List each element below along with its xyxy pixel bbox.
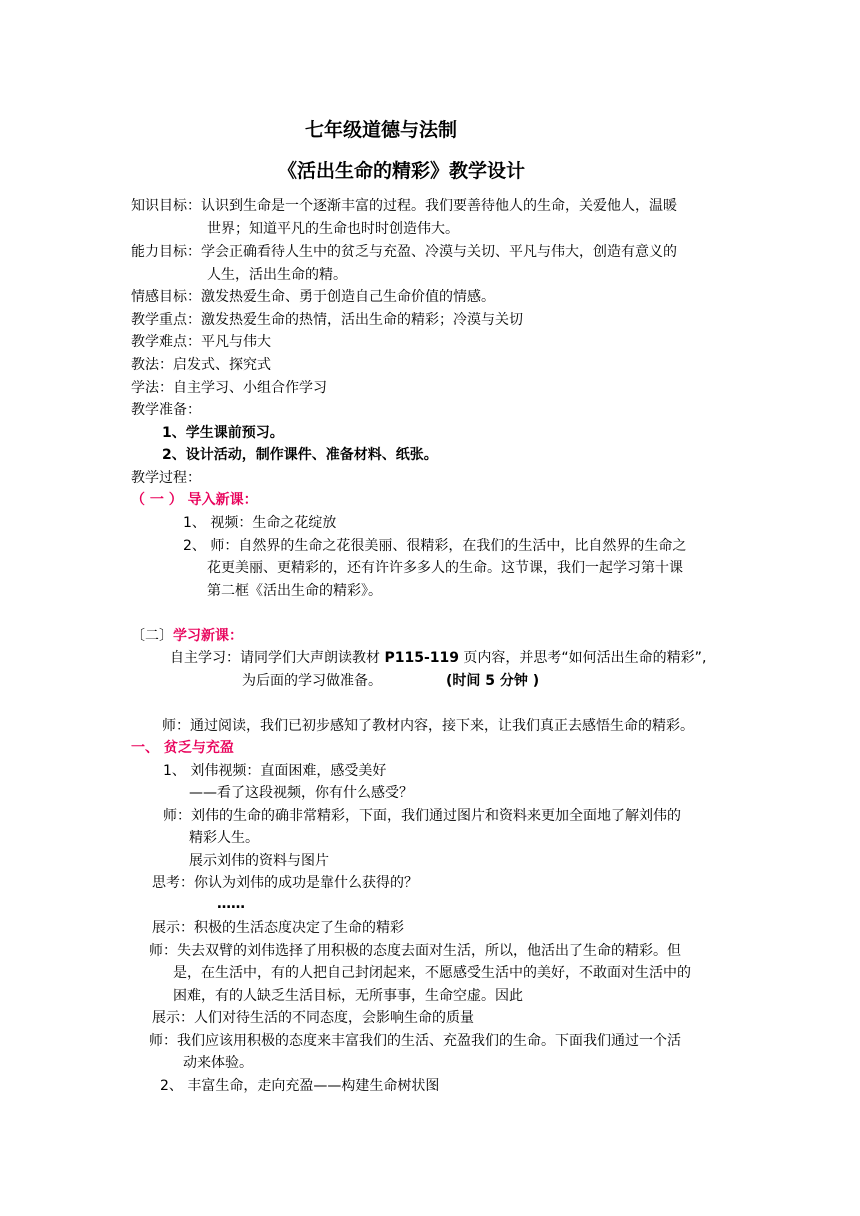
teacher-line-1b: 精彩人生。 xyxy=(189,830,259,846)
teacher-line-2c: 困难，有的人缺乏生活目标，无所事事，生命空虚。因此 xyxy=(173,988,523,1004)
process-heading: 教学过程： xyxy=(131,470,201,486)
part-one-item-2: 2、 丰富生命，走向充盈——构建生命树状图 xyxy=(160,1078,440,1094)
show-materials: 展示刘伟的资料与图片 xyxy=(189,853,329,869)
ellipsis: …… xyxy=(217,896,245,912)
self-study-line2: 为后面的学习做准备。 (时间 5 分钟 ) xyxy=(242,673,540,689)
prep-item-2: 2、设计活动，制作课件、准备材料、纸张。 xyxy=(162,447,438,463)
knowledge-goal-line1: 知识目标：认识到生命是一个逐渐丰富的过程。我们要善待他人的生命，关爱他人，温暖 xyxy=(131,198,677,214)
teacher-line-1a: 师：刘伟的生命的确非常精彩，下面，我们通过图片和资料来更加全面地了解刘伟的 xyxy=(163,808,681,824)
teacher-line-3b: 动来体验。 xyxy=(183,1055,253,1071)
learning-method: 学法：自主学习、小组合作学习 xyxy=(131,380,327,396)
teaching-method: 教法：启发式、探究式 xyxy=(131,357,271,373)
prep-item-1: 1、学生课前预习。 xyxy=(162,425,284,441)
doc-title: 七年级道德与法制 xyxy=(305,119,458,141)
section-two-heading xyxy=(131,626,243,646)
teacher-transition: 师：通过阅读，我们已初步感知了教材内容，接下来，让我们真正去感悟生命的精彩。 xyxy=(162,718,694,734)
intro-item-2-line3: 第二框《活出生命的精彩》。 xyxy=(207,583,382,599)
part-one-question: ——看了这段视频，你有什么感受？ xyxy=(189,785,413,801)
preparation-heading: 教学准备： xyxy=(131,402,201,418)
teacher-line-2a: 师：失去双臂的刘伟选择了用积极的态度去面对生活，所以，他活出了生命的精彩。但 xyxy=(149,943,681,959)
teaching-focus: 教学重点：激发热爱生命的热情，活出生命的精彩；冷漠与关切 xyxy=(131,312,523,328)
display-1: 展示：积极的生活态度决定了生命的精彩 xyxy=(152,920,404,936)
emotion-goal: 情感目标：激发热爱生命、勇于创造自己生命价值的情感。 xyxy=(131,289,495,305)
display-2: 展示：人们对待生活的不同态度，会影响生命的质量 xyxy=(152,1010,474,1026)
section-one-heading: （ 一 ） 导入新课： xyxy=(131,492,258,508)
ability-goal-line1: 能力目标：学会正确看待人生中的贫乏与充盈、冷漠与关切、平凡与伟大，创造有意义的 xyxy=(131,244,677,260)
think-question: 思考：你认为刘伟的成功是靠什么获得的？ xyxy=(152,875,418,891)
section-two-title: 学习新课： xyxy=(173,628,243,644)
doc-subtitle: 《活出生命的精彩》教学设计 xyxy=(278,160,526,182)
self-study-line1: 自主学习：请同学们大声朗读教材 P115-119 页内容，并思考“如何活出生命的精彩”, xyxy=(170,650,707,666)
teacher-line-3a: 师：我们应该用积极的态度来丰富我们的生活、充盈我们的生命。下面我们通过一个活 xyxy=(149,1033,681,1049)
teacher-line-2b: 是，在生活中，有的人把自己封闭起来，不愿感受生活中的美好，不敢面对生活中的 xyxy=(173,965,691,981)
knowledge-goal-line2: 世界；知道平凡的生命也时时创造伟大。 xyxy=(207,221,459,237)
intro-item-2-line2: 花更美丽、更精彩的，还有许许多多人的生命。这节课，我们一起学习第十课 xyxy=(207,560,683,576)
teaching-difficulty: 教学难点：平凡与伟大 xyxy=(131,334,271,350)
section-two-number: 〔二〕 xyxy=(131,628,173,644)
ability-goal-line2: 人生，活出生命的精。 xyxy=(207,267,347,283)
part-one-item-1: 1、 刘伟视频：直面困难，感受美好 xyxy=(163,763,387,779)
intro-item-1: 1、 视频：生命之花绽放 xyxy=(183,515,337,531)
part-one-heading: 一、 贫乏与充盈 xyxy=(131,740,234,756)
intro-item-2-line1: 2、 师：自然界的生命之花很美丽、很精彩，在我们的生活中，比自然界的生命之 xyxy=(183,538,687,554)
